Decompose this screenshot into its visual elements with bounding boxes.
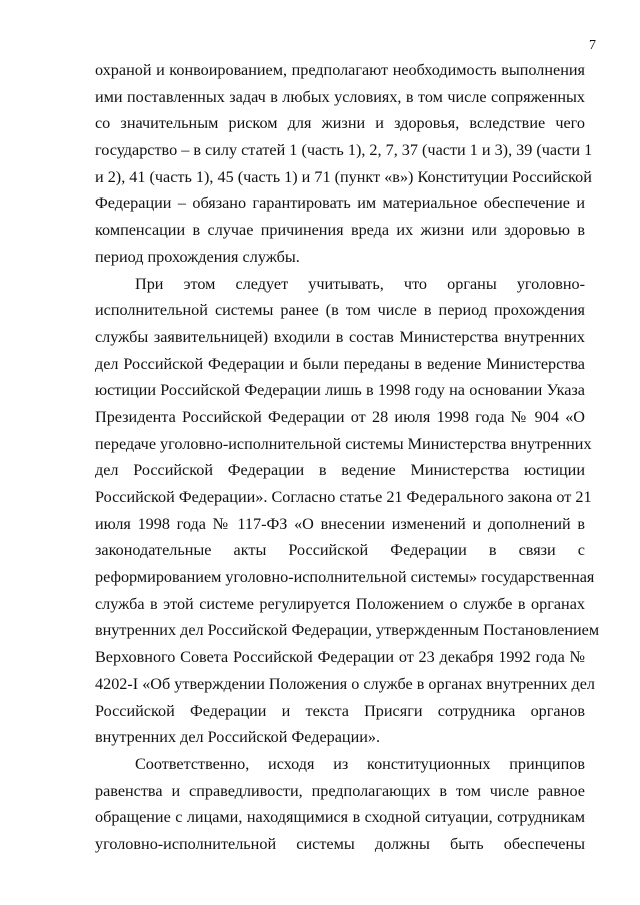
text-line: дел Российской Федерации в ведение Министерства юстиции — [95, 461, 585, 480]
text-line: внутренних дел Российской Федерации». — [95, 728, 381, 747]
body-text — [95, 57, 600, 858]
text-line: Российской Федерации». Согласно статье 21 Федерального закона от 21 — [95, 488, 592, 506]
text-line: Верховного Совета Российской Федерации от 23 декабря 1992 года № — [95, 648, 585, 667]
text-line: законодательные акты Российской Федерации в связи с — [95, 541, 585, 560]
text-line: юстиции Российской Федерации лишь в 1998 году на основании Указа — [95, 381, 585, 400]
text-line: государство – в силу статей 1 (часть 1), 2, 7, 37 (части 1 и 3), 39 (части 1 — [95, 141, 593, 160]
text-line: уголовно-исполнительной системы должны быть обеспечены — [95, 834, 585, 853]
text-line: службы заявительницей) входили в состав Министерства внутренних — [95, 327, 585, 346]
paragraph-3 — [95, 751, 585, 858]
paragraph-2 — [95, 271, 600, 751]
text-line: и 2), 41 (часть 1), 45 (часть 1) и 71 (пункт «в») Конституции Российской — [95, 167, 592, 186]
text-line: исполнительной системы ранее (в том числе в период прохождения — [95, 301, 585, 320]
text-line: ими поставленных задач в любых условиях, в том числе сопряженных — [95, 87, 585, 106]
text-line: Соответственно, исходя из конституционных принципов — [135, 754, 585, 773]
text-line: При этом следует учитывать, что органы уголовно- — [135, 274, 585, 293]
text-line: со значительным риском для жизни и здоровья, вследствие чего — [95, 114, 585, 133]
text-line: компенсации в случае причинения вреда их жизни или здоровью в — [95, 221, 585, 240]
text-line: обращение с лицами, находящимися в сходной ситуации, сотрудникам — [95, 808, 585, 827]
text-line: внутренних дел Российской Федерации, утвержденным Постановлением — [95, 621, 600, 640]
text-line: охраной и конвоированием, предполагают необходимость выполнения — [95, 61, 585, 79]
paragraph-1 — [95, 57, 593, 271]
text-line: передаче уголовно-исполнительной системы Министерства внутренних — [95, 434, 592, 453]
text-line: равенства и справедливости, предполагающих в том числе равное — [95, 781, 585, 800]
text-line: Президента Российской Федерации от 28 июля 1998 года № 904 «О — [95, 407, 585, 426]
text-line: служба в этой системе регулируется Положением о службе в органах — [95, 594, 585, 613]
text-line: июля 1998 года № 117-ФЗ «О внесении изменений и дополнений в — [95, 514, 585, 533]
text-line: период прохождения службы. — [95, 247, 300, 266]
text-line: дел Российской Федерации и были переданы в ведение Министерства — [95, 354, 585, 373]
text-line: Российской Федерации и текста Присяги сотрудника органов — [95, 701, 585, 720]
page-number: 7 — [589, 38, 596, 53]
text-line: 4202-I «Об утверждении Положения о службе в органах внутренних дел — [95, 674, 595, 693]
text-line: реформированием уголовно-исполнительной системы» государственная — [95, 568, 595, 587]
text-line: Федерации – обязано гарантировать им материальное обеспечение и — [95, 194, 585, 213]
